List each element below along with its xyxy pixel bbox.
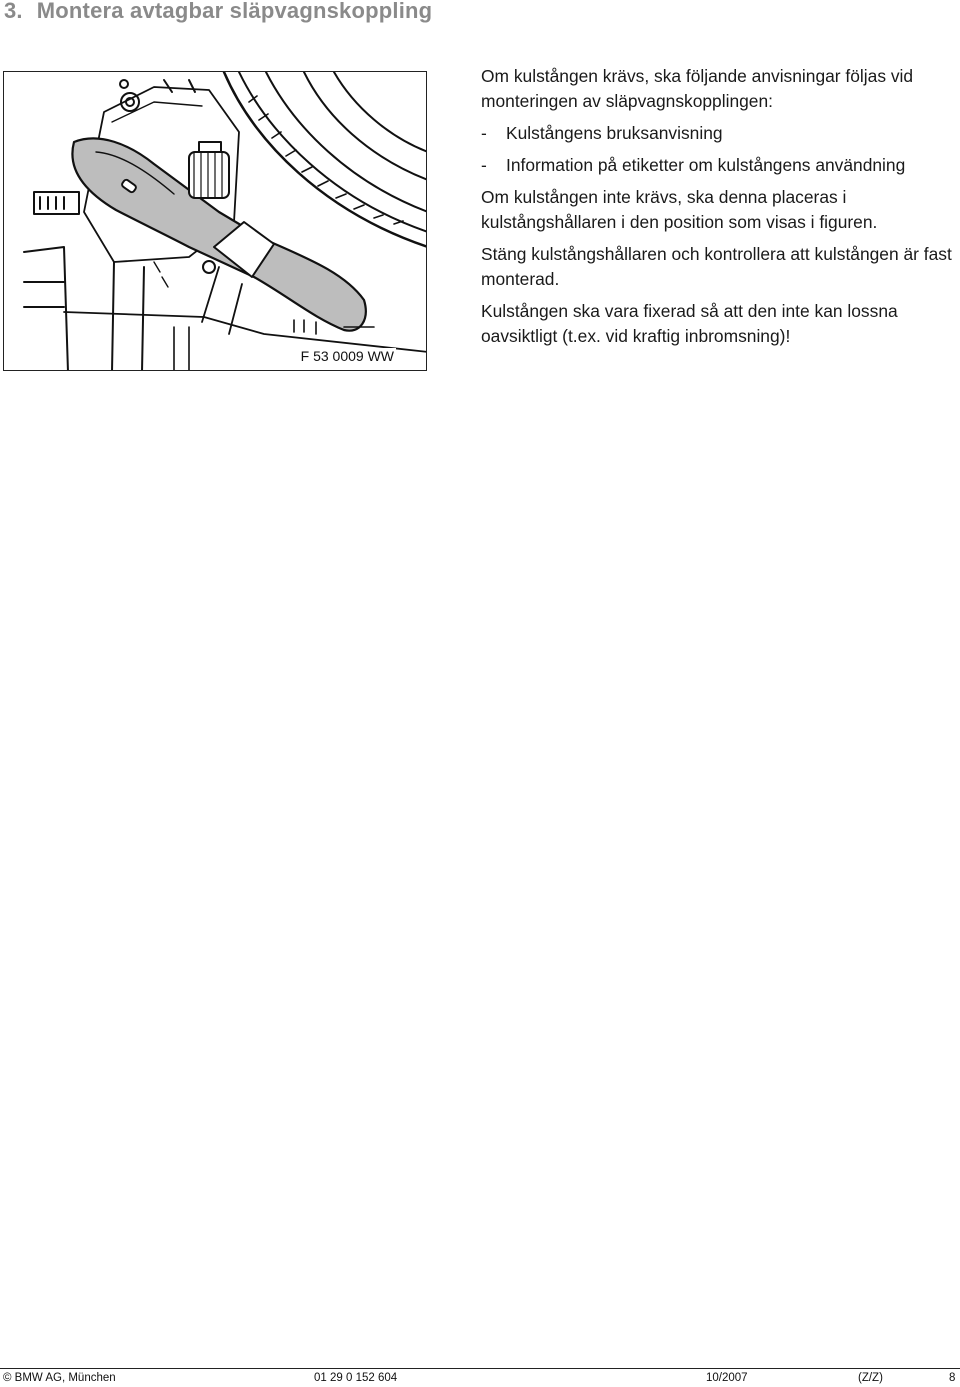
section-number: 3. xyxy=(4,0,23,23)
paragraph-check: Stäng kulstångshållaren och kontrollera att kulstången är fast monterad. xyxy=(481,244,952,289)
paragraph-warning: Kulstången ska vara fixerad så att den inte kan lossna oavsiktligt (t.ex. vid kraftig inbromsning)! xyxy=(481,301,898,346)
figure-label: F 53 0009 WW xyxy=(300,348,394,364)
bullet-dash: - xyxy=(481,155,487,175)
bullet-text: Information på etiketter om kulstångens användning xyxy=(506,155,906,175)
footer-date: 10/2007 xyxy=(706,1372,748,1384)
instruction-text xyxy=(481,64,957,356)
page-footer xyxy=(0,1368,960,1387)
paragraph-placement: Om kulstången inte krävs, ska denna placeras i kulstångshållaren i den position som visas i figuren. xyxy=(481,187,878,232)
bullet-dash: - xyxy=(481,123,487,143)
footer-code: (Z/Z) xyxy=(858,1372,883,1384)
bullet-list xyxy=(481,121,957,178)
bullet-text: Kulstångens bruksanvisning xyxy=(506,123,723,143)
section-heading xyxy=(4,0,432,24)
footer-copyright: © BMW AG, München xyxy=(3,1372,116,1384)
section-title: Montera avtagbar släpvagnskoppling xyxy=(36,0,433,23)
intro-paragraph: Om kulstången krävs, ska följande anvisningar följas vid monteringen av släpvagnskopplingen: xyxy=(481,66,914,111)
footer-part-number: 01 29 0 152 604 xyxy=(314,1372,398,1384)
list-item xyxy=(481,153,957,178)
footer-page-number: 8 xyxy=(949,1372,956,1384)
list-item xyxy=(481,121,957,146)
installation-figure xyxy=(3,71,427,371)
tow-bar-illustration xyxy=(4,72,427,371)
